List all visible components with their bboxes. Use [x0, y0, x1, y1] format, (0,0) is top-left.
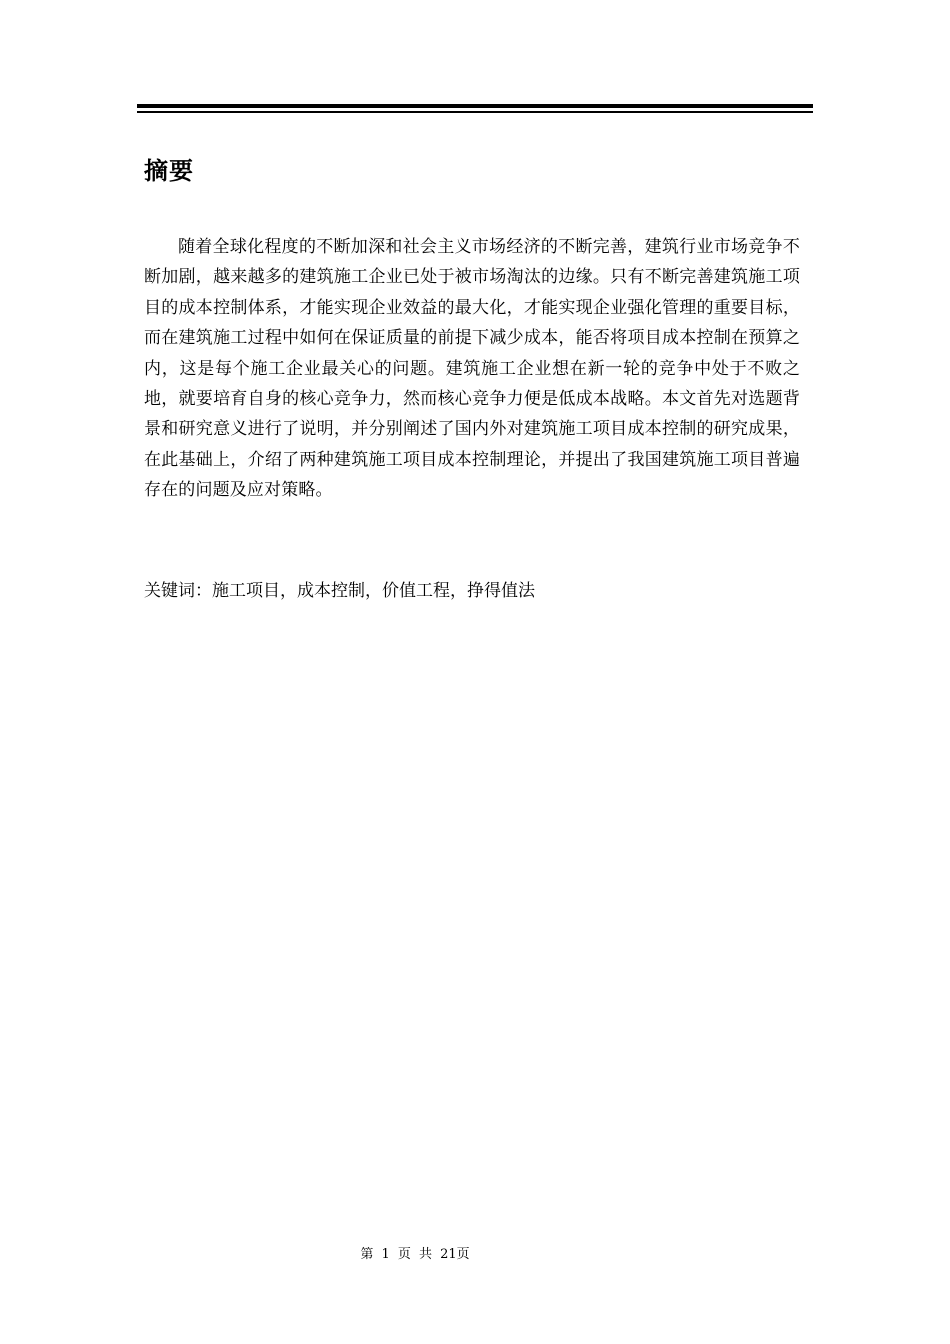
header-rule-thin	[137, 111, 813, 113]
abstract-body: 随着全球化程度的不断加深和社会主义市场经济的不断完善，建筑行业市场竞争不断加剧，越来越多的建筑施工企业已处于被市场淘汰的边缘。只有不断完善建筑施工项目的成本控制体系，才能实现企业效益的最大化，才能实现企业强化管理的重要目标，而在建筑施工过程中如何在保证质量的前提下减少成本，能否将项目成本控制在预算之内，这是每个施工企业最关心的问题。建筑施工企业想在新一轮的竞争中处于不败之地，就要培育自身的核心竞争力，然而核心竞争力便是低成本战略。本文首先对选题背景和研究意义进行了说明，并分别阐述了国内外对建筑施工项目成本控制的研究成果，在此基础上，介绍了两种建筑施工项目成本控制理论，并提出了我国建筑施工项目普遍存在的问题及应对策略。	[144, 237, 800, 501]
page-title: 摘要	[144, 157, 194, 185]
page-number-footer: 第 1 页 共 21页	[360, 1247, 470, 1262]
keywords-text: 施工项目，成本控制，价值工程，挣得值法	[212, 581, 535, 601]
keywords-label: 关键词：	[144, 581, 212, 601]
header-rule	[137, 104, 813, 114]
keywords-line	[144, 576, 800, 606]
header-rule-thick	[137, 104, 813, 108]
